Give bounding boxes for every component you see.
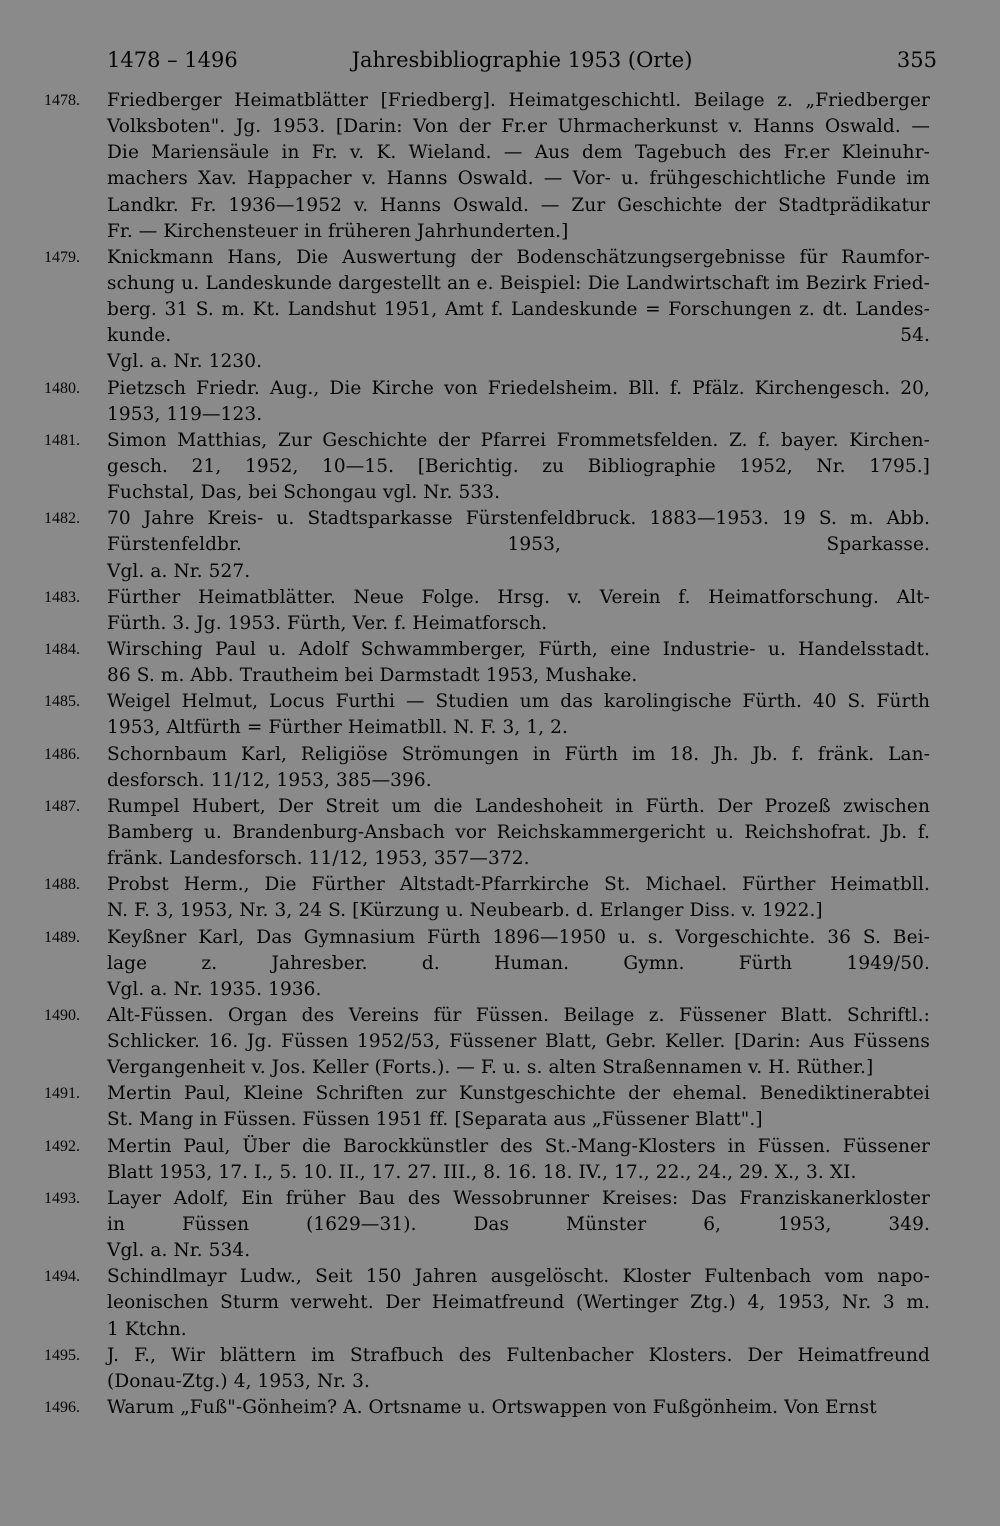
- entry-text-line: Alt-Füssen. Organ des Vereins für Füssen. Beilage z. Füssener Blatt. Schriftl.:: [107, 1004, 930, 1026]
- entry-text-line: Mertin Paul, Kleine Schriften zur Kunstgeschichte der ehemal. Benediktinerabtei: [107, 1083, 930, 1105]
- bibliography-entry: [30, 925, 930, 1003]
- entry-number: 1490.: [44, 1006, 80, 1024]
- entry-text-line: Layer Adolf, Ein früher Bau des Wessobrunner Kreises: Das Franziskanerkloster: [107, 1187, 930, 1209]
- entry-text-line: schung u. Landeskunde dargestellt an e. Beispiel: Die Landwirtschaft im Bezirk Fried-: [107, 272, 930, 294]
- entry-text-line: Vergangenheit v. Jos. Keller (Forts.). — F. u. s. alten Straßennamen v. H. Rüther.]: [107, 1057, 874, 1079]
- bibliography-entry: [30, 88, 930, 245]
- entry-number: 1487.: [44, 797, 80, 815]
- bibliography-entry: [30, 428, 930, 506]
- entry-number: 1485.: [44, 693, 80, 711]
- entry-text-line: Schlicker. 16. Jg. Füssen 1952/53, Füssener Blatt, Gebr. Keller. [Darin: Aus Füssens: [107, 1031, 930, 1053]
- entry-number: 1484.: [44, 640, 80, 658]
- entry-number: 1479.: [44, 248, 80, 266]
- entry-number: 1486.: [44, 745, 80, 763]
- entry-number: 1493.: [44, 1189, 80, 1207]
- entry-text-line: Mertin Paul, Über die Barockkünstler des St.-Mang-Klosters in Füssen. Füssener: [107, 1135, 930, 1157]
- entry-text-line: Friedberger Heimatblätter [Friedberg]. Heimatgeschichtl. Beilage z. „Friedberger: [107, 90, 930, 111]
- entry-text-line: fränk. Landesforsch. 11/12, 1953, 357—372.: [107, 848, 530, 870]
- entry-text-line: Pietzsch Friedr. Aug., Die Kirche von Friedelsheim. Bll. f. Pfälz. Kirchengesch. 20,: [107, 377, 930, 399]
- entry-text-line: Wirsching Paul u. Adolf Schwammberger, Fürth, eine Industrie- u. Handelsstadt.: [107, 638, 930, 660]
- header-entry-range: 1478 – 1496: [107, 48, 238, 72]
- entry-text-line: Warum „Fuß"-Gönheim? A. Ortsname u. Ortswappen von Fußgönheim. Von Ernst: [107, 1397, 877, 1419]
- entry-text-line: Bamberg u. Brandenburg-Ansbach vor Reichskammergericht u. Reichshofrat. Jb. f.: [107, 821, 930, 843]
- entry-text-line: Knickmann Hans, Die Auswertung der Bodenschätzungsergebnisse für Raumfor-: [107, 246, 930, 268]
- bibliography-entry: [30, 1081, 930, 1133]
- entry-text-line: Rumpel Hubert, Der Streit um die Landeshoheit in Fürth. Der Prozeß zwischen: [107, 795, 930, 817]
- bibliography-entry: [30, 794, 930, 872]
- entry-text-line: Fr. — Kirchensteuer in früheren Jahrhunderten.]: [107, 220, 569, 242]
- entry-number: 1491.: [44, 1085, 80, 1103]
- entry-text-line: (Donau-Ztg.) 4, 1953, Nr. 3.: [107, 1370, 370, 1392]
- entry-number: 1492.: [44, 1137, 80, 1155]
- entry-text-line: Fürth. 3. Jg. 1953. Fürth, Ver. f. Heimatforsch.: [107, 612, 548, 634]
- entry-number: 1481.: [44, 431, 80, 449]
- bibliography-entry: [30, 1134, 930, 1186]
- bibliography-entry: [30, 637, 930, 689]
- entry-text-line: Blatt 1953, 17. I., 5. 10. II., 17. 27. III., 8. 16. 18. IV., 17., 22., 24., 29. X., 3. XI.: [107, 1161, 857, 1183]
- entry-text-line: Fürther Heimatblätter. Neue Folge. Hrsg. v. Verein f. Heimatforschung. Alt-: [107, 586, 930, 608]
- entry-text-line: Vgl. a. Nr. 1230.: [107, 351, 263, 373]
- entry-text-line: Weigel Helmut, Locus Furthi — Studien um das karolingische Fürth. 40 S. Fürth: [107, 691, 930, 713]
- entry-text-line: leonischen Sturm verweht. Der Heimatfreund (Wertinger Ztg.) 4, 1953, Nr. 3 m.: [107, 1292, 930, 1314]
- entry-text-line: 1 Ktchn.: [107, 1318, 187, 1340]
- entry-number: 1483.: [44, 588, 80, 606]
- bibliography-entry: [30, 742, 930, 794]
- entry-text-line: Schornbaum Karl, Religiöse Strömungen in Fürth im 18. Jh. Jb. f. fränk. Lan-: [107, 743, 930, 765]
- entry-number: 1480.: [44, 379, 80, 397]
- entry-number: 1482.: [44, 510, 80, 528]
- bibliography-entry: [30, 1003, 930, 1081]
- bibliography-entry: [30, 872, 930, 924]
- entry-text-line: gesch. 21, 1952, 10—15. [Berichtig. zu Bibliographie 1952, Nr. 1795.]: [107, 455, 930, 477]
- entry-text-line: 70 Jahre Kreis- u. Stadtsparkasse Fürstenfeldbruck. 1883—1953. 19 S. m. Abb.: [107, 508, 930, 530]
- bibliography-entry: [30, 689, 930, 741]
- entry-text-line: Vgl. a. Nr. 534.: [107, 1240, 251, 1262]
- entry-text-line: Vgl. a. Nr. 1935. 1936.: [107, 978, 322, 1000]
- bibliography-entry: [30, 506, 930, 584]
- page-number: 355: [896, 48, 937, 72]
- entry-text-line: Schindlmayr Ludw., Seit 150 Jahren ausgelöscht. Kloster Fultenbach vom napo-: [107, 1266, 930, 1288]
- bibliography-entry: [30, 245, 930, 376]
- entry-text-line: 1953, Altfürth = Fürther Heimatbll. N. F. 3, 1, 2.: [107, 717, 569, 739]
- entry-text-line: Die Mariensäule in Fr. v. K. Wieland. — Aus dem Tagebuch des Fr.er Kleinuhr-: [107, 142, 930, 164]
- bibliography-entries: [30, 88, 930, 1421]
- entry-text-line: Fürstenfeldbr. 1953, Sparkasse.: [107, 534, 930, 556]
- entry-text-line: Keyßner Karl, Das Gymnasium Fürth 1896—1950 u. s. Vorgeschichte. 36 S. Bei-: [107, 926, 930, 948]
- entry-text-line: J. F., Wir blättern im Strafbuch des Fultenbacher Klosters. Der Heimatfreund: [107, 1344, 930, 1366]
- entry-number: 1489.: [44, 928, 80, 946]
- entry-text-line: berg. 31 S. m. Kt. Landshut 1951, Amt f. Landeskunde = Forschungen z. dt. Landes-: [107, 299, 930, 321]
- entry-number: 1494.: [44, 1268, 80, 1286]
- entry-text-line: in Füssen (1629—31). Das Münster 6, 1953, 349.: [107, 1214, 930, 1236]
- entry-number: 1488.: [44, 876, 80, 894]
- running-header: [107, 48, 937, 78]
- entry-text-line: kunde. 54.: [107, 325, 930, 347]
- entry-text-line: 1953, 119—123.: [107, 403, 263, 425]
- bibliography-entry: [30, 1395, 930, 1421]
- entry-text-line: desforsch. 11/12, 1953, 385—396.: [107, 769, 432, 791]
- bibliography-entry: [30, 376, 930, 428]
- entry-text-line: Simon Matthias, Zur Geschichte der Pfarrei Frommetsfelden. Z. f. bayer. Kirchen-: [107, 429, 930, 451]
- bibliography-entry: [30, 1264, 930, 1342]
- entry-text-line: 86 S. m. Abb. Trautheim bei Darmstadt 1953, Mushake.: [107, 665, 638, 687]
- entry-text-line: lage z. Jahresber. d. Human. Gymn. Fürth 1949/50.: [107, 952, 930, 974]
- bibliography-entry: [30, 1186, 930, 1264]
- entry-text-line: Probst Herm., Die Fürther Altstadt-Pfarrkirche St. Michael. Fürther Heimatbll.: [107, 874, 930, 896]
- entry-text-line: Fuchstal, Das, bei Schongau vgl. Nr. 533.: [107, 482, 501, 504]
- entry-text-line: machers Xav. Happacher v. Hanns Oswald. — Vor- u. frühgeschichtliche Funde im: [107, 168, 930, 190]
- entry-text-line: St. Mang in Füssen. Füssen 1951 ff. [Separata aus „Füssener Blatt".]: [107, 1109, 763, 1131]
- header-title: Jahresbibliographie 1953 (Orte): [351, 48, 693, 72]
- entry-number: 1478.: [44, 92, 80, 109]
- entry-number: 1495.: [44, 1346, 80, 1364]
- entry-text-line: Volksboten". Jg. 1953. [Darin: Von der Fr.er Uhrmacherkunst v. Hanns Oswald. —: [107, 116, 930, 138]
- bibliography-entry: [30, 585, 930, 637]
- entry-text-line: Vgl. a. Nr. 527.: [107, 560, 251, 582]
- bibliography-entry: [30, 1343, 930, 1395]
- entry-number: 1496.: [44, 1399, 80, 1417]
- entry-text-line: N. F. 3, 1953, Nr. 3, 24 S. [Kürzung u. Neubearb. d. Erlanger Diss. v. 1922.]: [107, 900, 823, 922]
- entry-text-line: Landkr. Fr. 1936—1952 v. Hanns Oswald. — Zur Geschichte der Stadtprädikatur: [107, 194, 930, 216]
